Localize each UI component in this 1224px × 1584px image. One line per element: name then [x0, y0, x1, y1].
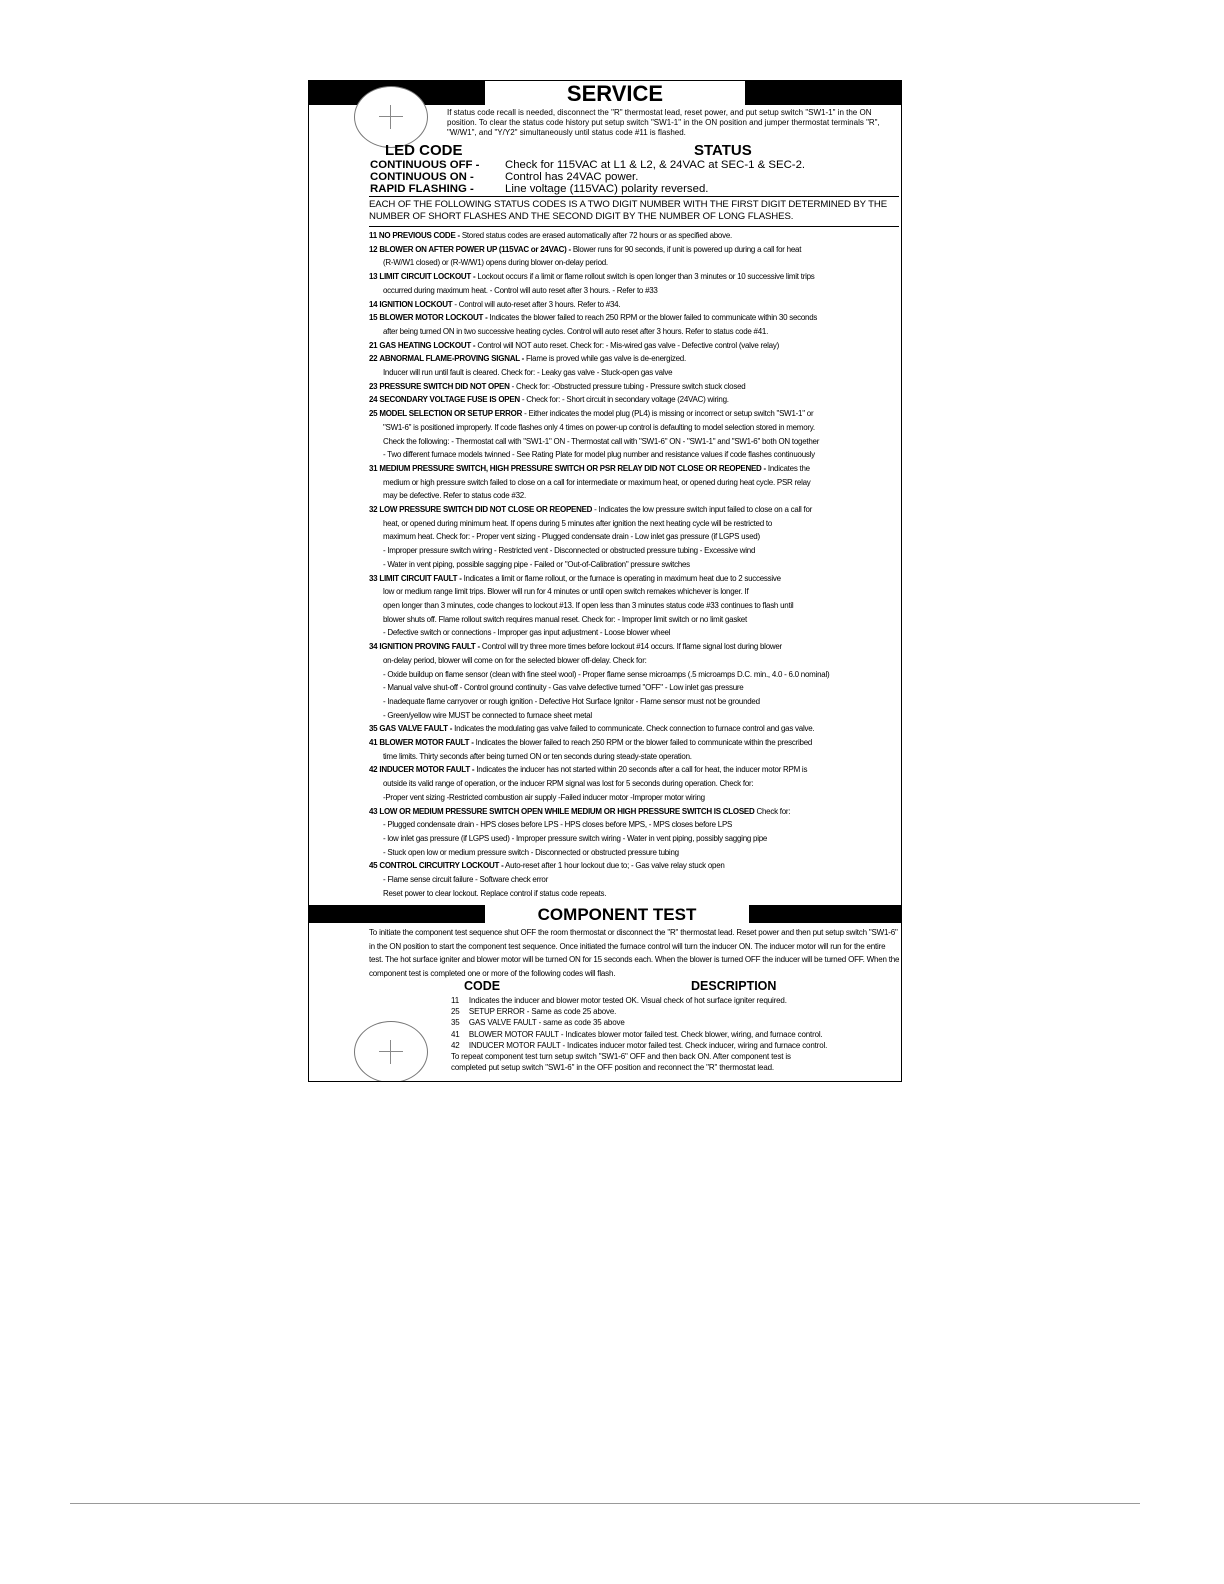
mounting-hole-icon	[354, 86, 428, 148]
status-code-text: Control will try three more times before lockout #14 occurs. If flame signal lost during blower	[481, 642, 782, 652]
description-heading: DESCRIPTION	[691, 979, 777, 993]
status-code-line	[369, 805, 899, 819]
closing-text: To repeat component test turn setup switch "SW1-6" OFF and then back ON. After component test is	[451, 1052, 791, 1062]
page-footer-rule	[70, 1503, 1140, 1504]
status-code-text: Auto-reset after 1 hour lockout due to; - Gas valve relay stuck open	[505, 861, 725, 871]
status-code-text: - Water in vent piping, possible sagging pipe - Failed or "Out-of-Calibration" pressure switches	[382, 559, 690, 569]
status-code-line	[369, 256, 899, 270]
status-code-number: 14	[369, 299, 378, 309]
status-code-text: Inducer will run until fault is cleared. Check for: - Leaky gas valve - Stuck-open gas valve	[382, 368, 673, 378]
status-code-text: - Check for: -Obstructed pressure tubing - Pressure switch stuck closed	[511, 381, 746, 391]
status-code-line	[369, 585, 899, 599]
status-code-line	[369, 626, 899, 640]
status-code-text: on-delay period, blower will come on for the selected blower off-delay. Check for:	[382, 655, 647, 665]
status-code-text: after being turned ON in two successive heating cycles. Control will auto reset after 3 hours. Refer to status code #41.	[382, 326, 769, 336]
status-code-text: Indicates the inducer has not started within 20 seconds after a call for heat, the inducer motor RPM is	[476, 765, 808, 775]
status-code-title: LIMIT CIRCUIT FAULT -	[379, 573, 462, 583]
status-code-line	[369, 654, 899, 668]
status-code-text: Indicates a limit or flame rollout, or the furnace is operating in maximum heat due to 2 successive	[463, 573, 781, 583]
status-code-banner: EACH OF THE FOLLOWING STATUS CODES IS A TWO DIGIT NUMBER WITH THE FIRST DIGIT DETERMINED BY THE NUMBER OF SHORT FLASHES AND THE SECOND DIGIT BY THE NUMBER OF LONG FLASHES.	[369, 199, 888, 222]
status-code-line	[369, 818, 899, 832]
status-code-text: - Two different furnace models twinned - See Rating Plate for model plug number and resistance values if code flashes continuously	[382, 450, 815, 460]
status-code-text: - Control will auto-reset after 3 hours. Refer to #34.	[454, 299, 621, 309]
status-code-title: CONTROL CIRCUITRY LOCKOUT -	[379, 861, 504, 871]
status-code-line	[369, 544, 899, 558]
status-code-line	[369, 229, 899, 243]
status-code-line	[369, 887, 899, 901]
status-code-title: ABNORMAL FLAME-PROVING SIGNAL -	[379, 354, 525, 364]
status-code-line	[369, 722, 899, 736]
status-code-title: IGNITION PROVING FAULT -	[379, 642, 480, 652]
status-code-text: -Proper vent sizing -Restricted combustion air supply -Failed inducer motor -Improper motor wiring	[382, 792, 705, 802]
service-label	[308, 80, 902, 1082]
service-title: SERVICE	[485, 81, 745, 105]
status-code-title: GAS HEATING LOCKOUT -	[379, 340, 476, 350]
status-code-text: - Green/yellow wire MUST be connected to furnace sheet metal	[382, 710, 592, 720]
led-row: RAPID FLASHING - Line voltage (115VAC) polarity reversed.	[370, 183, 709, 195]
component-test-intro: To initiate the component test sequence shut OFF the room thermostat or disconnect the "R" thermostat lead. Reset power and then put setup switch "SW1-6" in the ON position to start the component test sequence. Once initiated the furnace control will turn the inducer ON. The inducer motor will run for the entire test. The hot surface igniter and blower motor will be turned ON for 15 seconds each. When the blower is turned OFF the inducer will be turned OFF. When the component test is completed one or more of the following codes will flash.	[369, 928, 900, 978]
status-code-title: INDUCER MOTOR FAULT -	[379, 765, 475, 775]
status-code-number: 22	[369, 354, 378, 364]
status-code-line	[369, 243, 899, 257]
component-test-codes	[451, 995, 901, 1073]
status-code-text: Indicates the blower failed to reach 250 RPM or the blower failed to communicate within the prescribed	[475, 738, 813, 748]
status-code-line	[369, 791, 899, 805]
status-code-line	[369, 270, 899, 284]
list-item: 11 Indicates the inducer and blower motor tested OK. Visual check of hot surface igniter required.	[451, 996, 787, 1005]
status-code-line	[369, 393, 899, 407]
status-code-line	[369, 709, 899, 723]
status-code-line	[369, 859, 899, 873]
status-code-text: - Improper pressure switch wiring - Restricted vent - Disconnected or obstructed pressure tubing - Excessive wind	[382, 546, 756, 556]
status-code-text: Check for:	[756, 806, 791, 816]
status-code-line	[369, 763, 899, 777]
status-code-line	[369, 695, 899, 709]
status-code-line	[369, 476, 899, 490]
status-code-title: LOW PRESSURE SWITCH DID NOT CLOSE OR REOPENED	[379, 505, 593, 515]
status-code-line	[369, 448, 899, 462]
led-row: CONTINUOUS ON - Control has 24VAC power.	[370, 171, 639, 183]
status-code-line	[369, 311, 899, 325]
status-code-line	[369, 530, 899, 544]
status-code-text: heat, or opened during minimum heat. If opens during 5 minutes after ignition the next heating cycle will be restricted to	[382, 518, 773, 528]
status-code-line	[369, 640, 899, 654]
status-code-text: open longer than 3 minutes, code changes to lockout #13. If open less than 3 minutes status code #33 continues to flash until	[382, 600, 794, 610]
status-code-text: - Manual valve shut-off - Control ground continuity - Gas valve defective turned "OFF" - Low inlet gas pressure	[382, 683, 744, 693]
led-code-heading: LED CODE	[385, 142, 463, 159]
status-code-text: - Defective switch or connections - Improper gas input adjustment - Loose blower wheel	[382, 628, 671, 638]
status-code-title: PRESSURE SWITCH DID NOT OPEN	[379, 381, 510, 391]
status-code-list	[369, 229, 901, 900]
status-code-text: Control will NOT auto reset. Check for: - Mis-wired gas valve - Defective control (valve relay)	[477, 340, 779, 350]
status-code-number: 34	[369, 642, 378, 652]
status-code-line	[369, 558, 899, 572]
status-code-title: BLOWER MOTOR LOCKOUT -	[379, 313, 488, 323]
status-code-line	[369, 380, 899, 394]
status-code-line	[369, 284, 899, 298]
status-code-number: 25	[369, 409, 378, 419]
status-code-title: MODEL SELECTION OR SETUP ERROR	[379, 409, 523, 419]
component-test-title: COMPONENT TEST	[485, 905, 749, 923]
status-code-text: low or medium range limit trips. Blower will run for 4 minutes or until open switch remakes whichever is longer. If	[382, 587, 749, 597]
status-code-number: 43	[369, 806, 378, 816]
status-code-line	[369, 435, 899, 449]
status-code-number: 24	[369, 395, 378, 405]
mounting-hole-icon	[354, 1021, 428, 1082]
status-code-line	[369, 298, 899, 312]
status-code-text: Indicates the modulating gas valve failed to communicate. Check connection to furnace control and gas valve.	[454, 724, 815, 734]
status-code-text: occurred during maximum heat. - Control will auto reset after 3 hours. - Refer to #33	[382, 285, 658, 295]
status-code-line	[369, 873, 899, 887]
status-code-text: (R-W/W1 closed) or (R-W/W1) opens during blower on-delay period.	[382, 258, 608, 268]
status-code-line	[369, 750, 899, 764]
status-code-text: - low inlet gas pressure (if LGPS used) - Improper pressure switch wiring - Water in vent piping, possibly sagging pipe	[382, 833, 768, 843]
status-code-text: Lockout occurs if a limit or flame rollout switch is open longer than 3 minutes or 10 successive limit trips	[477, 272, 815, 282]
service-intro: If status code recall is needed, disconnect the "R" thermostat lead, reset power, and put setup switch "SW1-1" in the ON position. To clear the status code history put setup switch "SW1-1" in the ON position and jumper thermostat terminals "R", "W/W1", and "Y/Y2" simultaneously until status code #11 is flashed.	[447, 108, 880, 137]
list-item: 25 SETUP ERROR - Same as code 25 above.	[451, 1007, 617, 1017]
status-code-number: 13	[369, 272, 378, 282]
status-code-number: 11	[369, 231, 377, 240]
status-code-text: Stored status codes are erased automatically after 72 hours or as specified above.	[461, 231, 732, 240]
status-code-text: - Inadequate flame carryover or rough ignition - Defective Hot Surface Ignitor - Flame sensor must not be grounded	[382, 696, 760, 706]
status-code-text: - Plugged condensate drain - HPS closes before LPS - HPS closes before MPS, - MPS closes before LPS	[382, 820, 733, 830]
status-code-number: 31	[369, 463, 378, 473]
status-code-text: time limits. Thirty seconds after being turned ON or ten seconds during steady-state operation.	[382, 751, 692, 761]
list-item: 41 BLOWER MOTOR FAULT - Indicates blower motor failed test. Check blower, wiring, and furnace control.	[451, 1029, 823, 1039]
status-code-line	[369, 339, 899, 353]
status-code-text: Indicates the	[767, 463, 810, 473]
status-code-number: 42	[369, 765, 378, 775]
status-code-title: LIMIT CIRCUIT LOCKOUT -	[379, 272, 476, 282]
status-code-number: 41	[369, 738, 378, 748]
status-code-line	[369, 421, 899, 435]
status-code-line	[369, 462, 899, 476]
status-code-line	[369, 736, 899, 750]
status-code-number: 23	[369, 381, 378, 391]
status-code-text: Flame is proved while gas valve is de-energized.	[526, 354, 686, 364]
status-heading: STATUS	[694, 142, 752, 159]
status-code-line	[369, 407, 899, 421]
status-code-text: - Stuck open low or medium pressure switch - Disconnected or obstructed pressure tubing	[382, 847, 679, 857]
status-code-line	[369, 832, 899, 846]
status-code-title: GAS VALVE FAULT -	[379, 724, 453, 734]
status-code-line	[369, 681, 899, 695]
status-code-text: - Either indicates the model plug (PL4) is missing or incorrect or setup switch "SW1-1" or	[524, 409, 814, 419]
status-code-text: blower shuts off. Flame rollout switch requires manual reset. Check for: - Improper limit switch or no limit gasket	[382, 614, 747, 624]
status-code-title: NO PREVIOUS CODE -	[378, 231, 460, 240]
status-code-line	[369, 517, 899, 531]
status-code-title: LOW OR MEDIUM PRESSURE SWITCH OPEN WHILE MEDIUM OR HIGH PRESSURE SWITCH IS CLOSED	[379, 806, 755, 816]
list-item: 42 INDUCER MOTOR FAULT - Indicates inducer motor failed test. Check inducer, wiring and furnace control.	[451, 1040, 828, 1050]
status-code-text: maximum heat. Check for: - Proper vent sizing - Plugged condensate drain - Low inlet gas pressure (if LGPS used)	[382, 532, 760, 542]
status-code-title: SECONDARY VOLTAGE FUSE IS OPEN	[379, 395, 520, 405]
status-code-text: Blower runs for 90 seconds, if unit is powered up during a call for heat	[572, 244, 802, 254]
status-code-line	[369, 352, 899, 366]
list-item: 35 GAS VALVE FAULT - same as code 35 above	[451, 1018, 625, 1028]
status-code-text: Reset power to clear lockout. Replace control if status code repeats.	[382, 888, 607, 898]
status-code-number: 45	[369, 861, 378, 871]
status-code-number: 32	[369, 505, 378, 515]
status-code-text: - Flame sense circuit failure - Software check error	[382, 875, 549, 885]
status-code-text: medium or high pressure switch failed to close on a call for intermediate or maximum heat, or opened during heat cycle. PSR relay	[382, 477, 811, 487]
status-code-line	[369, 325, 899, 339]
status-code-number: 12	[369, 244, 378, 254]
status-code-text: Indicates the blower failed to reach 250 RPM or the blower failed to communicate within 30 seconds	[489, 313, 818, 323]
status-code-text: outside its valid range of operation, or the inducer RPM signal was lost for 5 seconds during operation. Check for:	[382, 779, 754, 789]
status-code-number: 21	[369, 340, 378, 350]
status-code-line	[369, 366, 899, 380]
status-code-line	[369, 489, 899, 503]
status-code-line	[369, 668, 899, 682]
status-code-line	[369, 503, 899, 517]
divider	[369, 226, 899, 227]
status-code-line	[369, 846, 899, 860]
status-code-text: - Oxide buildup on flame sensor (clean with fine steel wool) - Proper flame sense microamps (.5 microamps D.C. min., 4.0 - 6.0 nominal)	[382, 669, 830, 679]
status-code-text: Check the following: - Thermostat call with "SW1-1" ON - Thermostat call with "SW1-6" ON - "SW1-1" and "SW1-6" both ON together	[382, 436, 820, 446]
code-heading: CODE	[464, 979, 501, 993]
closing-text: completed put setup switch "SW1-6" in the OFF position and reconnect the "R" thermostat lead.	[451, 1063, 774, 1073]
status-code-line	[369, 572, 899, 586]
status-code-text: "SW1-6" is positioned improperly. If code flashes only 4 times on power-up control is defaulting to model selection stored in memory.	[382, 422, 815, 432]
status-code-title: BLOWER ON AFTER POWER UP (115VAC or 24VAC) -	[379, 244, 571, 254]
status-code-number: 35	[369, 724, 378, 734]
status-code-title: MEDIUM PRESSURE SWITCH, HIGH PRESSURE SWITCH OR PSR RELAY DID NOT CLOSE OR REOPENED -	[379, 463, 766, 473]
led-row: CONTINUOUS OFF - Check for 115VAC at L1 & L2, & 24VAC at SEC-1 & SEC-2.	[370, 159, 806, 171]
status-code-title: BLOWER MOTOR FAULT -	[379, 738, 474, 748]
status-code-text: - Indicates the low pressure switch input failed to close on a call for	[594, 505, 813, 515]
status-code-line	[369, 599, 899, 613]
status-code-text: may be defective. Refer to status code #32.	[382, 491, 526, 501]
status-code-title: IGNITION LOCKOUT	[379, 299, 453, 309]
status-code-number: 15	[369, 313, 378, 323]
status-code-text: - Check for: - Short circuit in secondary voltage (24VAC) wiring.	[521, 395, 729, 405]
status-code-line	[369, 613, 899, 627]
status-code-line	[369, 777, 899, 791]
divider	[369, 196, 899, 197]
status-code-number: 33	[369, 573, 378, 583]
